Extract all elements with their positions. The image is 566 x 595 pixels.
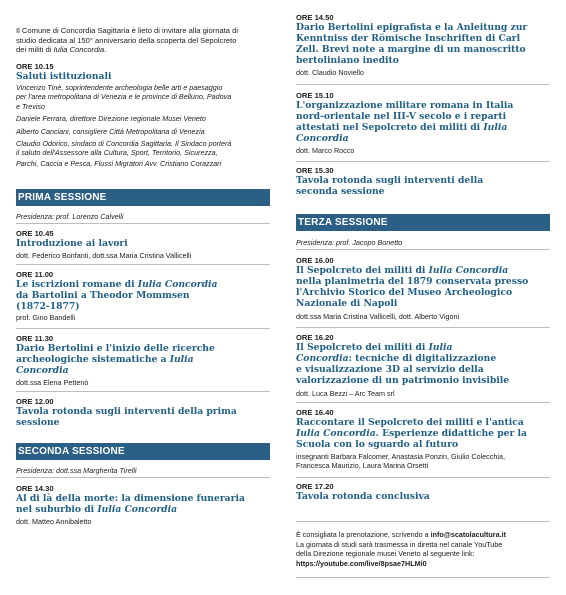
talk-prima-3: ORE 11.30 Dario Bertolini e l'inizio delle ricerche archeologiche sistematiche a Iulia Concordia dott.ssa Elena Pettenò: [16, 334, 215, 387]
opening-block: [16, 62, 270, 168]
divider: [296, 161, 550, 162]
talk-seconda-4: ORE 15.30 Tavola rotonda sugli interventi della seconda sessione: [296, 166, 484, 197]
opening-speaker-line: per l'area metropolitana di Venezia e le province di Belluno, Padova: [16, 92, 232, 102]
talk-prima-4: ORE 12.00 Tavola rotonda sugli interventi della prima sessione: [16, 397, 237, 428]
divider: [16, 264, 270, 265]
talk-terza-4: ORE 17.20 Tavola rotonda conclusiva: [296, 482, 430, 502]
divider: [296, 577, 550, 578]
opening-speaker-line: Vincenzo Tinè, soprintendente archeologia belle arti e paesaggio: [16, 83, 223, 92]
opening-speaker-line: Daniele Ferrara, direttore Direzione regionale Musei Veneto: [16, 114, 206, 124]
session-header-seconda: SECONDA SESSIONE: [16, 443, 270, 460]
presidenza-terza: Presidenza: prof. Jacopo Bonetto: [296, 238, 403, 247]
opening-speaker-line: e Treviso: [16, 101, 46, 111]
session-header-prima: PRIMA SESSIONE: [16, 189, 270, 206]
opening-speaker-line: Parchi, Caccia e Pesca, Flussi Migratori Avv. Cristiano Corazzari: [16, 158, 222, 168]
divider: [16, 391, 270, 392]
divider: [16, 477, 270, 478]
session-header-terza: TERZA SESSIONE: [296, 214, 550, 231]
talk-seconda-1: ORE 14.30 Al di là della morte: la dimensione funeraria nel suburbio di Iulia Concordia dott. Matteo Annibaletto: [16, 484, 245, 526]
presidenza-prima: Presidenza: prof. Lorenzo Calvelli: [16, 212, 124, 221]
email-link[interactable]: info@scatolacultura.it: [430, 530, 506, 539]
talk-seconda-2: ORE 14.50 Dario Bertolini epigrafista e la Anleitung zur Kenntniss der Römische Inschriften di Carl Zell. Brevi note a margine di un manoscritto bertoliniano inedito dott. Claudio Noviello: [296, 13, 528, 77]
divider: [16, 223, 270, 224]
divider: [296, 249, 550, 250]
talk-seconda-3: ORE 15.10 L'organizzazione militare romana in Italia nord-orientale nel III-V secolo e i reparti attestati nel Sepolcreto dei militi di Iulia Concordia dott. Marco Rocco: [296, 91, 514, 155]
divider: [296, 84, 550, 85]
divider: [16, 328, 270, 329]
opening-speaker-line: il saluto dell'Assessore alla Cultura, Sport, Territorio, Sicurezza,: [16, 148, 218, 158]
opening-time: ORE 10.15: [16, 62, 54, 71]
talk-terza-2: ORE 16.20 Il Sepolcreto dei militi di Iulia Concordia: tecniche di digitalizzazione e visualizzazione 3D al servizio della valorizzazione di un patrimonio invisibile dott. Luca Bezzi – Arc Team srl: [296, 333, 510, 398]
divider: [296, 477, 550, 478]
talk-prima-2: ORE 11.00 Le iscrizioni romane di Iulia Concordia da Bartolini a Theodor Mommsen (1872-1877) prof. Gino Bandelli: [16, 270, 218, 322]
talk-terza-1: ORE 16.00 Il Sepolcreto dei militi di Iulia Concordia nella planimetria del 1879 conservata presso l'Archivio Storico del Museo Archeologico Nazionale di Napoli dott.ssa Maria Cristina Vallicelli, dott. Alberto Vigoni: [296, 256, 529, 321]
divider: [296, 521, 550, 522]
divider: [296, 327, 550, 328]
opening-title: Saluti istituzionali: [16, 71, 112, 82]
talk-prima-1: ORE 10.45 Introduzione ai lavori dott. Federico Bonfanti, dott.ssa Maria Cristina Vallicelli: [16, 229, 192, 260]
footer-info: È consigliata la prenotazione, scrivendo a info@scatolacultura.it La giornata di studi sarà trasmessa in diretta nel canale YouTube della Direzione regionale musei Veneto al seguente link: https://youtube.com/live/8psae7HLMi0: [296, 530, 506, 568]
talk-terza-3: ORE 16.40 Raccontare il Sepolcreto dei militi e l'antica Iulia Concordia. Esperienze didattiche per la Scuola con lo sguardo al futuro insegnanti Barbara Falcomer, Anastasia Ponzin, Giulio Colecchia, Francesca Maurizio, Laura Marina Orsetti: [296, 408, 527, 471]
opening-speaker-line: Claudio Odorico, sindaco di Concordia Sagittaria. Il Sindaco porterà: [16, 139, 232, 149]
intro-text: Il Comune di Concordia Sagittaria è lieto di invitare alla giornata di studio dedicata al 150° anniversario della scoperta del Sepolcreto dei militi di Iulia Concordia.: [16, 26, 239, 55]
youtube-link[interactable]: https://youtube.com/live/8psae7HLMi0: [296, 558, 427, 568]
opening-speaker-line: Alberto Canciani, consigliere Città Metropolitana di Venezia: [16, 126, 205, 136]
presidenza-seconda: Presidenza: dott.ssa Margherita Tirelli: [16, 466, 137, 475]
divider: [296, 402, 550, 403]
